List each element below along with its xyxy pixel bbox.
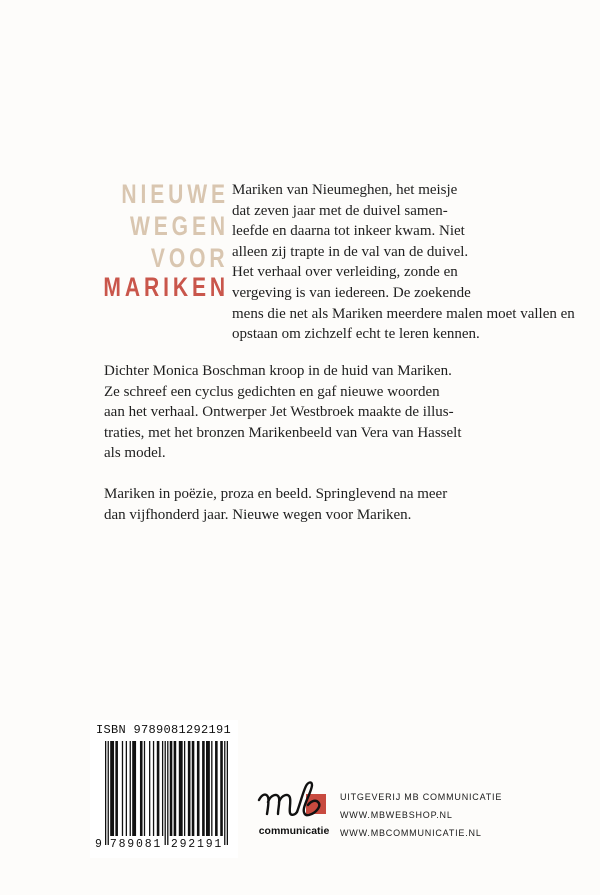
blurb-paragraph-3 — [104, 484, 447, 525]
barcode — [105, 741, 228, 847]
isbn-label: ISBN 9789081292191 — [96, 723, 232, 737]
text-line: Dichter Monica Boschman kroop in de huid van Mariken. — [104, 363, 452, 379]
barcode-bar — [162, 741, 163, 836]
blurb-paragraph-2 — [104, 361, 462, 464]
barcode-guard-bar — [224, 741, 225, 845]
title-word: WEGEN — [129, 211, 229, 241]
barcode-bar — [174, 741, 177, 836]
text-line: alleen zij trapte in de val van de duivel. — [232, 243, 469, 260]
barcode-bar — [144, 741, 145, 836]
barcode-right-digits: 292191 — [170, 838, 224, 851]
title-line-mariken — [68, 274, 229, 301]
text-line: opstaan om zichzelf echt te leren kennen. — [232, 326, 480, 343]
text-line: als model. — [104, 445, 166, 462]
title-line-wegen — [102, 213, 229, 240]
barcode-bar — [132, 741, 136, 836]
barcode-guard-bar — [167, 741, 168, 845]
text-line: dat zeven jaar met de duivel samen- — [232, 202, 448, 219]
barcode-guard-bar — [105, 741, 106, 845]
text-line: Ze schreef een cyclus gedichten en gaf nieuwe woorden — [104, 383, 440, 400]
text-line: vergeving is van iedereen. De zoekende — [232, 284, 471, 301]
barcode-bar — [170, 741, 173, 836]
blurb-paragraph-1 — [232, 180, 575, 345]
barcode-bar — [130, 741, 131, 836]
barcode-guard-bar — [108, 741, 109, 845]
barcode-bar — [202, 741, 205, 836]
publisher-website: WWW.MBCOMMUNICATIE.NL — [340, 828, 482, 838]
logo-script-m — [259, 795, 297, 815]
barcode-bar — [122, 741, 123, 836]
text-line: traties, met het bronzen Marikenbeeld van Vera van Hasselt — [104, 424, 462, 441]
barcode-bar — [220, 741, 223, 836]
barcode-guard-bar — [227, 741, 228, 845]
text-line: mens die net als Mariken meerdere malen moet vallen en — [232, 305, 575, 322]
publisher-webshop: WWW.MBWEBSHOP.NL — [340, 810, 453, 820]
barcode-bar — [215, 741, 218, 836]
barcode-bar — [179, 741, 183, 836]
barcode-bar — [126, 741, 127, 836]
barcode-guard-bar — [165, 741, 166, 845]
barcode-left-digits: 789081 — [109, 838, 163, 851]
barcode-bar — [115, 741, 118, 836]
text-line: leefde en daarna tot inkeer kwam. Niet — [232, 223, 465, 240]
text-line: dan vijfhonderd jaar. Nieuwe wegen voor Mariken. — [104, 506, 412, 523]
barcode-bar — [188, 741, 191, 836]
barcode-bar — [140, 741, 143, 836]
barcode-first-digit: 9 — [95, 838, 102, 851]
barcode-bar — [110, 741, 114, 836]
barcode-bar — [197, 741, 200, 836]
barcode-bar — [211, 741, 212, 836]
barcode-bar — [157, 741, 160, 836]
title-word: NIEUWE — [121, 179, 229, 209]
barcode-bar — [153, 741, 154, 836]
publisher-name: UITGEVERIJ MB COMMUNICATIE — [340, 792, 503, 802]
text-line: Het verhaal over verleiding, zonde en — [232, 264, 458, 281]
text-line: Mariken van Nieumeghen, het meisje — [232, 182, 458, 198]
title-highlight-word: MARIKEN — [103, 272, 229, 302]
barcode-bar — [149, 741, 150, 836]
logo-wordmark: communicatie — [258, 825, 330, 837]
title-line-voor — [129, 245, 229, 272]
title-word: VOOR — [151, 243, 229, 273]
text-line: aan het verhaal. Ontwerper Jet Westbroek maakte de illus- — [104, 404, 454, 421]
barcode-bar — [206, 741, 210, 836]
title-line-nieuwe — [91, 181, 229, 208]
mb-script-logo-icon — [256, 778, 332, 826]
barcode-bar — [184, 741, 185, 836]
text-line: Mariken in poëzie, proza en beeld. Springlevend na meer — [104, 486, 448, 502]
barcode-bar — [192, 741, 195, 836]
